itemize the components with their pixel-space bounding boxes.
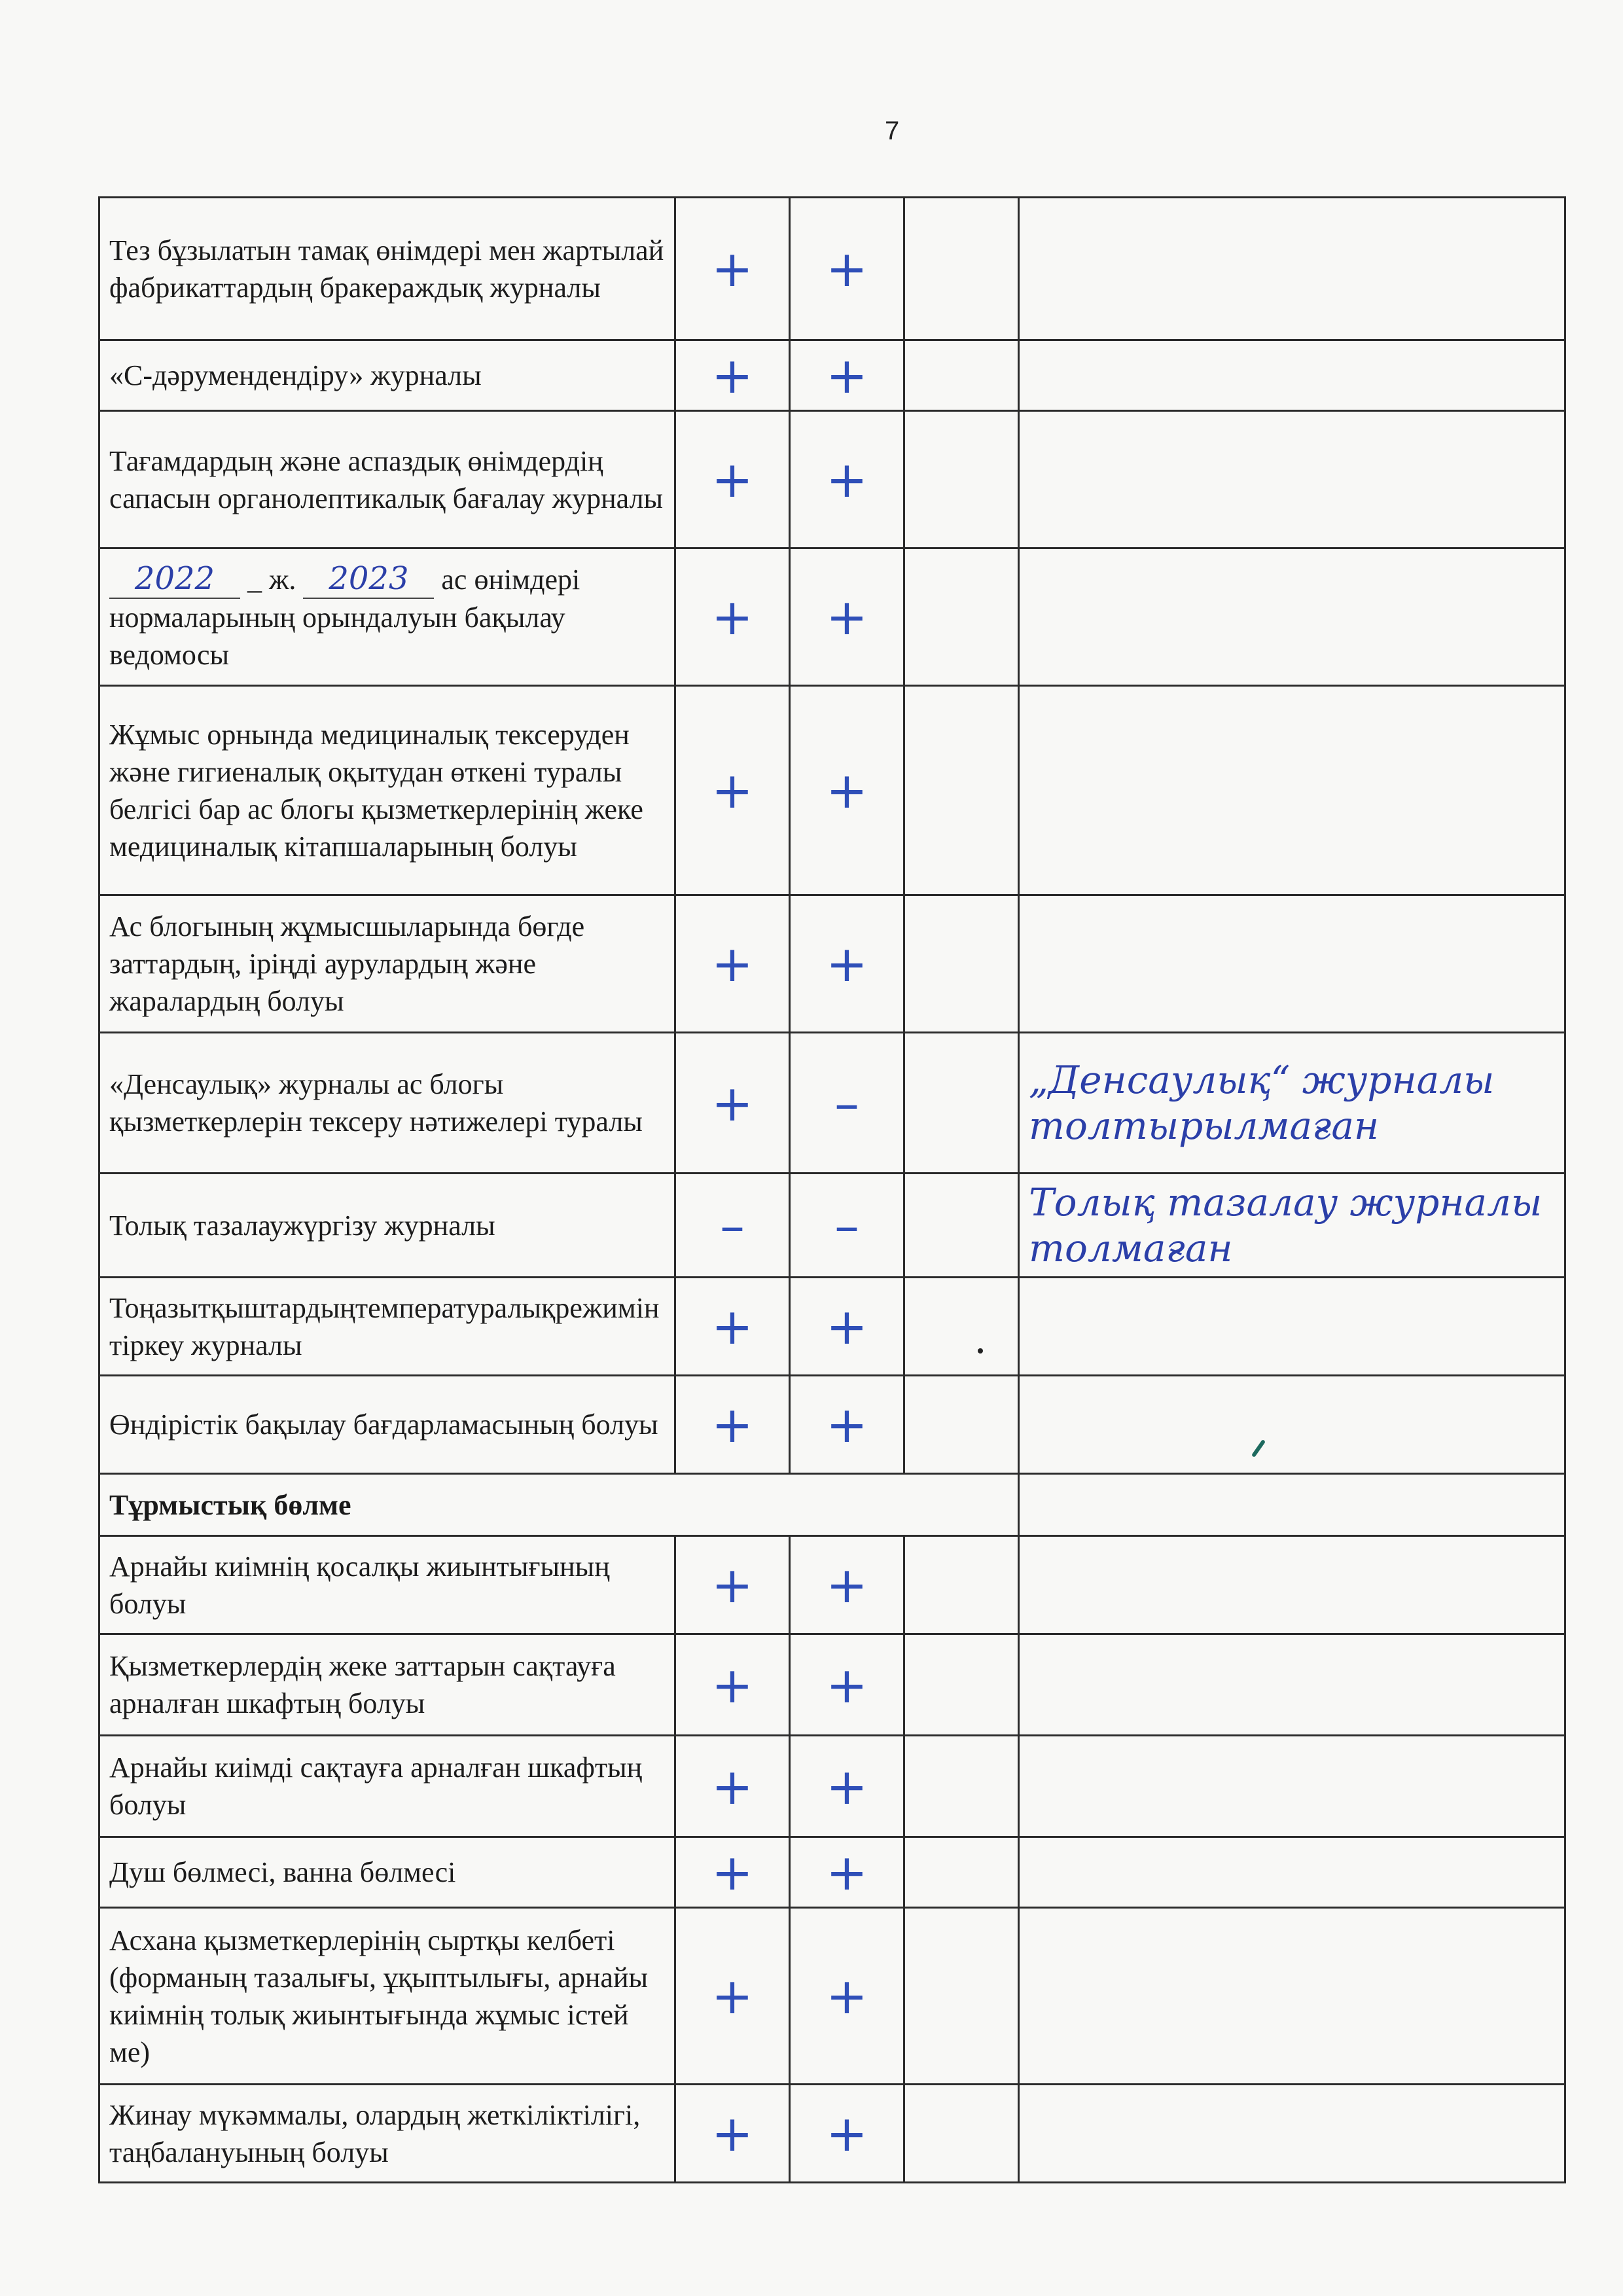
mark-cell-3 [904, 198, 1019, 340]
mark-cell-1: + [675, 1033, 790, 1174]
mark-cell-3 [904, 1278, 1019, 1376]
section-title: Тұрмыстық бөлме [99, 1474, 1019, 1536]
note-cell [1019, 1278, 1565, 1376]
mark-cell-3 [904, 2085, 1019, 2183]
handwritten-year-to: 2023 [303, 560, 434, 599]
mark-cell-2: + [790, 1908, 904, 2085]
row-item-text: «Денсаулық» журналы ас блогы қызметкерлерін тексеру нәтижелері туралы [99, 1033, 675, 1174]
row-item-text: Арнайы киімнің қосалқы жиынтығының болуы [99, 1536, 675, 1634]
mark-cell-3 [904, 1908, 1019, 2085]
mark-cell-1: + [675, 895, 790, 1033]
note-cell [1019, 2085, 1565, 2183]
row-item-text: Душ бөлмесі, ванна бөлмесі [99, 1837, 675, 1908]
table-row [99, 340, 1565, 411]
mark-cell-3 [904, 340, 1019, 411]
mark-cell-1: + [675, 2085, 790, 2183]
checklist-table [98, 196, 1566, 2183]
row-item-text: Арнайы киімді сақтауға арналған шкафтың болуы [99, 1736, 675, 1837]
mark-cell-3 [904, 1837, 1019, 1908]
mark-cell-3 [904, 1033, 1019, 1174]
mark-cell-1: + [675, 1837, 790, 1908]
note-cell [1019, 1536, 1565, 1634]
mark-cell-3 [904, 1376, 1019, 1474]
row-item-text: Тоңазытқыштардыңтемпературалықрежимін тіркеу журналы [99, 1278, 675, 1376]
mark-cell-3 [904, 1174, 1019, 1278]
mark-cell-1: + [675, 1278, 790, 1376]
note-cell [1019, 1376, 1565, 1474]
mark-cell-3 [904, 1736, 1019, 1837]
note-cell [1019, 1736, 1565, 1837]
mark-cell-1: + [675, 340, 790, 411]
row-item-text [99, 548, 675, 686]
handwritten-year-from: 2022 [109, 560, 240, 599]
note-cell [1019, 411, 1565, 548]
table-row [99, 198, 1565, 340]
ink-dot [978, 1348, 983, 1354]
row-item-text: «С-дәрумендендіру» журналы [99, 340, 675, 411]
table-row [99, 1033, 1565, 1174]
mark-cell-2: – [790, 1033, 904, 1174]
row-item-text: Ас блогының жұмысшыларында бөгде заттардың, іріңді аурулардың және жаралардың болуы [99, 895, 675, 1033]
mark-cell-1: + [675, 686, 790, 895]
mark-cell-1: + [675, 1634, 790, 1736]
section-note-cell [1019, 1474, 1565, 1536]
table-row [99, 1536, 1565, 1634]
mark-cell-2: + [790, 1278, 904, 1376]
mark-cell-3 [904, 411, 1019, 548]
table-row [99, 1278, 1565, 1376]
mark-cell-2: + [790, 411, 904, 548]
mark-cell-1: + [675, 548, 790, 686]
mark-cell-3 [904, 895, 1019, 1033]
mark-cell-2: + [790, 198, 904, 340]
mark-cell-1: + [675, 198, 790, 340]
table-row [99, 1908, 1565, 2085]
mark-cell-1: + [675, 1736, 790, 1837]
row-item-text: Жұмыс орнында медициналық тексеруден және гигиеналық оқытудан өткені туралы белгісі бар ас блогы қызметкерлерінің жеке медициналық кітапшаларының болуы [99, 686, 675, 895]
mark-cell-3 [904, 1536, 1019, 1634]
mark-cell-3 [904, 1634, 1019, 1736]
mark-cell-2: + [790, 1376, 904, 1474]
table-row [99, 2085, 1565, 2183]
row-item-text: Жинау мүкәммалы, олардың жеткіліктілігі, таңбалануының болуы [99, 2085, 675, 2183]
note-cell [1019, 1634, 1565, 1736]
mark-cell-2: + [790, 1837, 904, 1908]
row-item-text: Қызметкерлердің жеке заттарын сақтауға арналған шкафтың болуы [99, 1634, 675, 1736]
table-row [99, 1174, 1565, 1278]
mark-cell-3 [904, 548, 1019, 686]
mark-cell-2: + [790, 1536, 904, 1634]
table-row [99, 895, 1565, 1033]
page-number: 7 [885, 117, 900, 145]
note-cell [1019, 1908, 1565, 2085]
mark-cell-2: + [790, 1634, 904, 1736]
table-row [99, 1837, 1565, 1908]
table-row [99, 1376, 1565, 1474]
table-row [99, 548, 1565, 686]
mark-cell-2: + [790, 340, 904, 411]
mark-cell-1: + [675, 1908, 790, 2085]
section-row [99, 1474, 1565, 1536]
row-item-text: Толық тазалаужүргізу журналы [99, 1174, 675, 1278]
row-item-text: Тез бұзылатын тамақ өнімдері мен жартылай фабрикаттардың бракераждық журналы [99, 198, 675, 340]
note-cell: „Денсаулық“ журналы толтырылмаған [1019, 1033, 1565, 1174]
row-item-text: Тағамдардың және аспаздық өнімдердің сапасын органолептикалық бағалау журналы [99, 411, 675, 548]
note-cell: Толық тазалау журналы толмаған [1019, 1174, 1565, 1278]
mark-cell-2: + [790, 1736, 904, 1837]
row-item-text: Асхана қызметкерлерінің сыртқы келбеті (форманың тазалығы, ұқыптылығы, арнайы киімнің толық жиынтығында жұмыс істей ме) [99, 1908, 675, 2085]
mark-cell-2: + [790, 548, 904, 686]
mark-cell-2: – [790, 1174, 904, 1278]
mark-cell-1: + [675, 1536, 790, 1634]
note-cell [1019, 1837, 1565, 1908]
mark-cell-2: + [790, 686, 904, 895]
table-row [99, 1736, 1565, 1837]
mark-cell-1: + [675, 1376, 790, 1474]
note-cell [1019, 340, 1565, 411]
table-row [99, 411, 1565, 548]
mark-cell-1: – [675, 1174, 790, 1278]
item-text-mid: _ ж. [240, 564, 304, 596]
table-row [99, 686, 1565, 895]
item-text-rest: ас өнімдері нормаларының орындалуын бақылау ведомосы [109, 564, 580, 671]
row-item-text: Өндірістік бақылау бағдарламасының болуы [99, 1376, 675, 1474]
note-cell [1019, 198, 1565, 340]
note-cell [1019, 686, 1565, 895]
mark-cell-2: + [790, 2085, 904, 2183]
table-row [99, 1634, 1565, 1736]
mark-cell-3 [904, 686, 1019, 895]
note-cell [1019, 895, 1565, 1033]
note-cell [1019, 548, 1565, 686]
mark-cell-1: + [675, 411, 790, 548]
mark-cell-2: + [790, 895, 904, 1033]
